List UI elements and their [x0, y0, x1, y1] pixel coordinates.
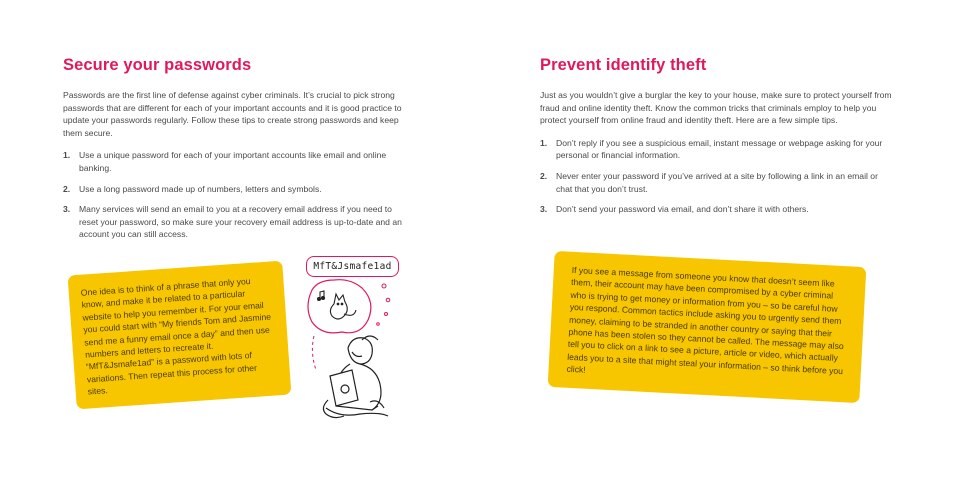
list-number: 3.: [63, 204, 71, 215]
tips-list: [63, 149, 413, 241]
list-item: [63, 203, 413, 241]
list-number: 2.: [63, 183, 71, 194]
section-title: Prevent identify theft: [540, 56, 707, 74]
list-number: 1.: [540, 137, 548, 148]
password-badge: MfT&Jsmafe1ad: [306, 256, 399, 277]
section-intro: Just as you wouldn’t give a burglar the key to your house, make sure to protect yourself from fraud and online identity theft. Know the common tricks that criminals employ to help you protect yourself from online fraud and identity theft. Here are a few simple tips.: [540, 90, 892, 126]
password-phrase-tip-note: [68, 261, 292, 410]
compromised-account-warning-note: [548, 251, 867, 403]
person-laptop-drawing: [300, 252, 412, 422]
list-item-text: Never enter your password if you’ve arrived at a site by following a link in an email or chat that you don’t trust.: [556, 170, 878, 194]
list-number: 2.: [540, 170, 548, 181]
list-item: [540, 170, 892, 195]
list-item: [63, 149, 413, 174]
section-intro: Passwords are the first line of defense against cyber criminals. It’s crucial to pick strong passwords that are different for each of your important accounts and it is good practice to update your passwords regularly. Follow these tips to create strong passwords and keep them secure.: [63, 90, 402, 138]
note-text: One idea is to think of a phrase that only you know, and make it be related to a particular website to help you remember it. For your email you could start with “My friends Tom and Jasmine send me a funny email once a day” and then use numbers and letters to recreate it. “MfT&Jsmafe1ad” is a password with lots of variations. Then repeat this process for other sites.: [80, 275, 272, 397]
list-item: [540, 137, 892, 162]
person-with-laptop-illustration: [300, 252, 412, 422]
list-item-text: Don’t send your password via email, and don’t share it with others.: [556, 204, 809, 215]
list-number: 1.: [63, 150, 71, 161]
secure-passwords-section: [63, 56, 413, 249]
section-title: Secure your passwords: [63, 56, 252, 74]
prevent-identity-theft-section: [540, 56, 892, 224]
list-number: 3.: [540, 204, 548, 215]
list-item: [63, 183, 413, 196]
list-item-text: Many services will send an email to you at a recovery email address if you need to reset your password, so make sure your recovery email address is up-to-date and an account you can still access.: [79, 204, 402, 240]
list-item: [540, 203, 892, 216]
list-item-text: Use a long password made up of numbers, letters and symbols.: [79, 183, 322, 194]
tips-list: [540, 137, 892, 216]
note-text: If you see a message from someone you know that doesn’t seem like them, their account may have been compromised by a cyber criminal who is trying to get money or information from you – so be careful how you respond. Common tactics include asking you to urgently send them money, claiming to be stranded in another country or saying that their phone has been stolen so they cannot be called. The message may also tell you to click on a link to see a picture, article or video, which actually leads you to a site that might steal your information – so think before you click!: [566, 264, 844, 377]
list-item-text: Don’t reply if you see a suspicious email, instant message or webpage asking for your personal or financial information.: [556, 137, 883, 161]
list-item-text: Use a unique password for each of your important accounts like email and online banking.: [79, 150, 387, 173]
